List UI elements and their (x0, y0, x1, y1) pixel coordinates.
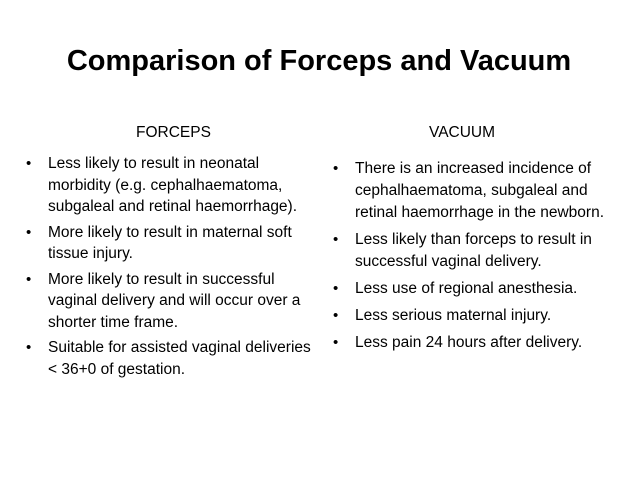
list-item (24, 337, 316, 380)
list-item-text: Less serious maternal injury. (355, 307, 552, 324)
bullet-icon: • (333, 231, 339, 248)
bullet-icon: • (26, 155, 32, 172)
list-item-text: Less likely than forceps to result in successful vaginal delivery. (355, 231, 592, 270)
list-item (24, 269, 316, 334)
bullet-icon: • (26, 339, 32, 356)
list-item (331, 305, 626, 327)
list-item-text: Less likely to result in neonatal morbidity (e.g. cephalhaematoma, subgaleal and retinal haemorrhage). (48, 155, 298, 215)
bullet-icon: • (26, 223, 32, 241)
list-item-text: There is an increased incidence of cephalhaematoma, subgaleal and retinal haemorrhage in the newborn. (355, 160, 605, 221)
bullet-icon: • (333, 280, 339, 297)
list-item (24, 153, 316, 218)
bullet-icon: • (26, 270, 32, 288)
list-item-text: Less use of regional anesthesia. (355, 280, 578, 297)
vacuum-list (331, 158, 626, 354)
list-item (331, 332, 626, 354)
bullet-icon: • (333, 307, 339, 324)
forceps-column (24, 123, 316, 384)
list-item-text: Less pain 24 hours after delivery. (355, 334, 583, 351)
vacuum-column (331, 123, 626, 359)
forceps-heading: FORCEPS (136, 124, 211, 141)
list-item-text: More likely to result in successful vaginal delivery and will occur over a shorter time frame. (48, 270, 301, 331)
list-item (24, 222, 316, 265)
forceps-list (24, 153, 316, 380)
vacuum-heading: VACUUM (429, 124, 496, 141)
list-item (331, 278, 626, 300)
bullet-icon: • (333, 160, 339, 177)
slide-title: Comparison of Forceps and Vacuum (66, 45, 572, 77)
list-item-text: Suitable for assisted vaginal deliveries < 36+0 of gestation. (48, 339, 311, 378)
list-item (331, 229, 626, 273)
list-item-text: More likely to result in maternal soft tissue injury. (48, 223, 292, 262)
list-item (331, 158, 626, 224)
bullet-icon: • (333, 334, 339, 351)
